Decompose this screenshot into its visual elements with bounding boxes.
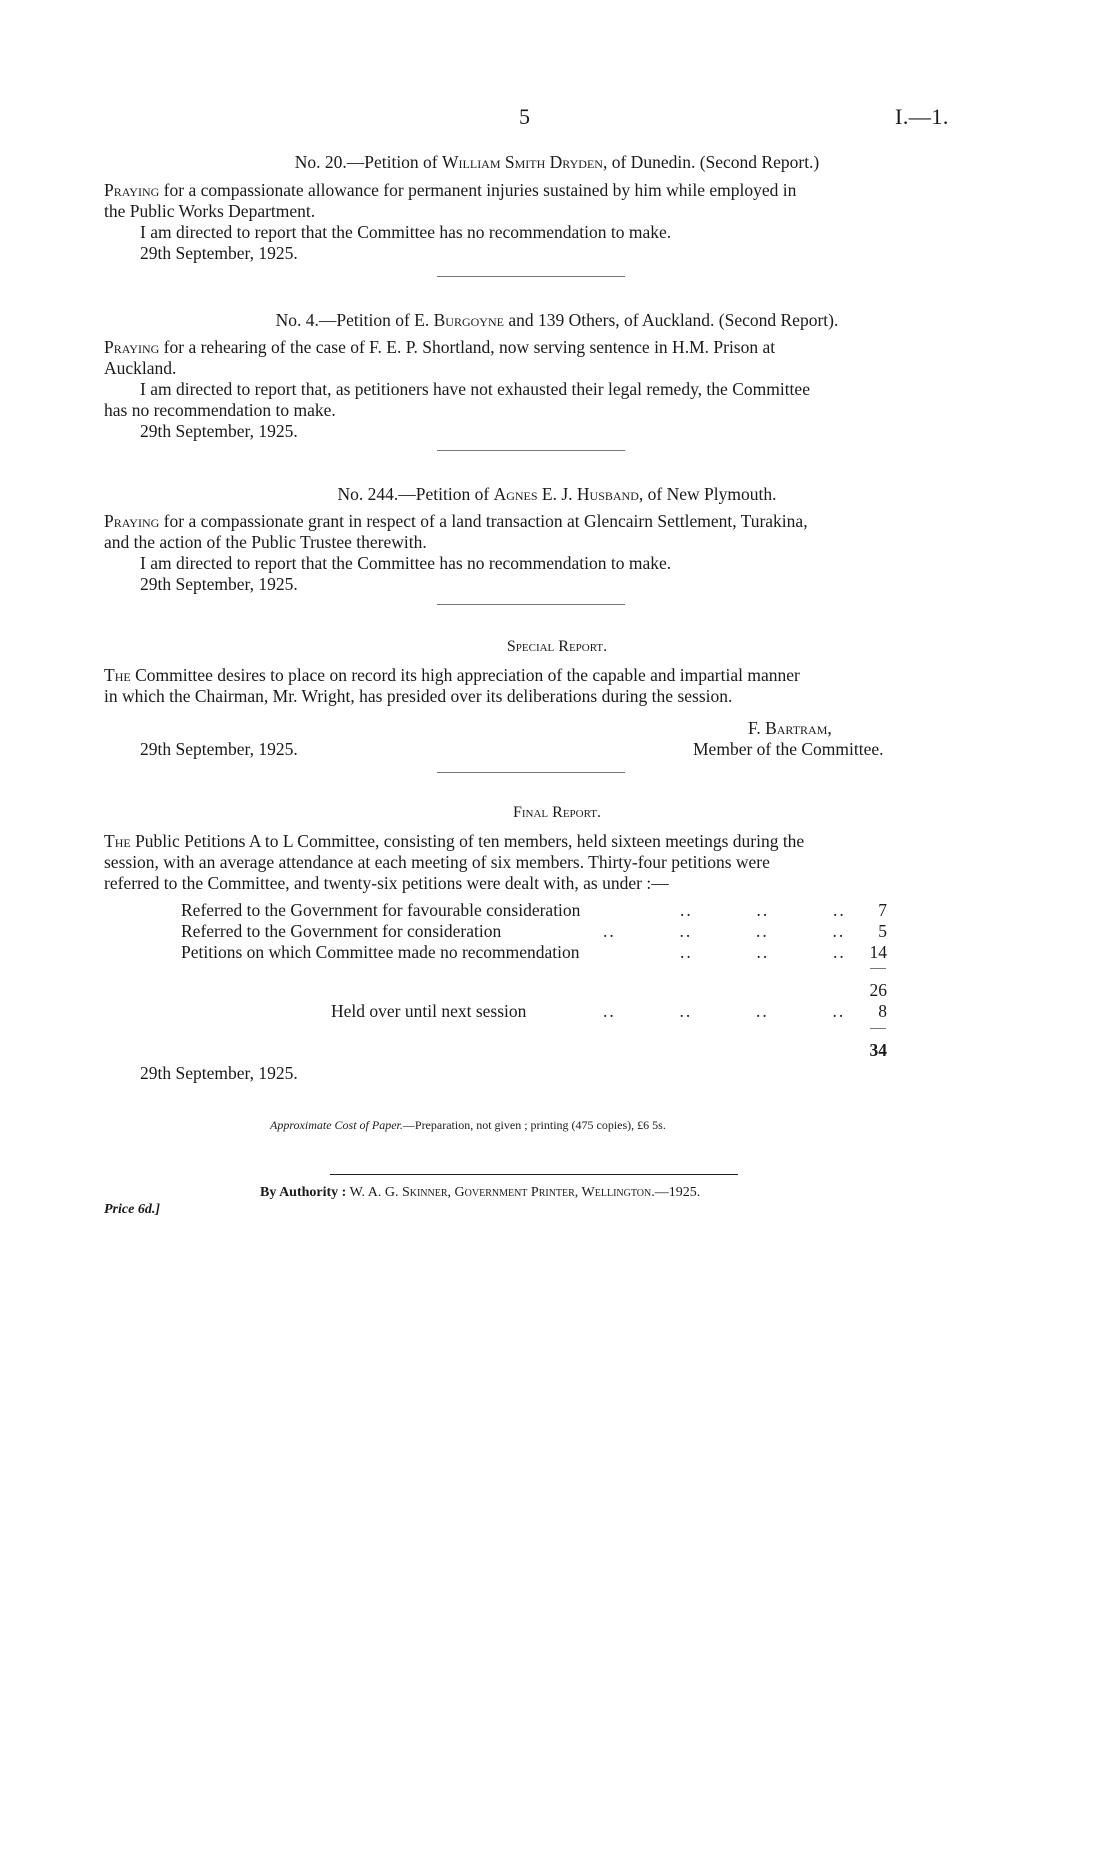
final-report-line-3: referred to the Committee, and twenty-six petitions were dealt with, as under :— [104,873,669,893]
petition-20-title: No. 20.—Petition of William Smith Dryden, of Dunedin. (Second Report.) [294,152,820,172]
final-report-row-consideration-value: 5 [878,921,887,941]
special-report-signatory-role: Member of the Committee. [693,739,884,759]
special-report-line-1: The Committee desires to place on record its high appreciation of the capable and impartial manner [104,665,800,685]
special-report-date: 29th September, 1925. [140,739,298,759]
petition-20-praying-line-2: the Public Works Department. [104,201,316,221]
final-report-row-favourable: Referred to the Government for favourable consideration [181,900,581,920]
section-divider [437,604,625,605]
final-report-line-1: The Public Petitions A to L Committee, consisting of ten members, held sixteen meetings during the [104,831,805,851]
document-reference: I.—1. [895,104,949,129]
final-report-line-2: session, with an average attendance at each meeting of six members. Thirty-four petitions were [104,852,770,872]
petition-244-report: I am directed to report that the Committee has no recommendation to make. [140,553,672,573]
sum-rule [870,968,886,969]
footer-rule [330,1174,738,1175]
final-report-subtotal: 26 [869,980,887,1000]
section-divider [437,772,625,773]
special-report-signatory: F. Bartram, [748,718,832,738]
final-report-row-no-recommendation: Petitions on which Committee made no recommendation [181,942,580,962]
final-report-row-held-over-value: 8 [878,1001,887,1021]
final-report-row-held-over: Held over until next session [331,1001,527,1021]
page-number: 5 [519,104,530,129]
petition-244-praying-line-1: Praying for a compassionate grant in respect of a land transaction at Glencairn Settlement, Turakina, [104,511,808,531]
printer-authority: By Authority : W. A. G. Skinner, Government Printer, Wellington.—1925. [260,1185,701,1200]
petition-244-date: 29th September, 1925. [140,574,298,594]
final-report-heading: Final Report. [512,804,602,821]
petition-4-report-line-1: I am directed to report that, as petitioners have not exhausted their legal remedy, the Committee [140,379,810,399]
petition-4-date: 29th September, 1925. [140,421,298,441]
petition-20-praying-line-1: Praying for a compassionate allowance for permanent injuries sustained by him while employed in [104,180,797,200]
final-report-total: 34 [869,1040,887,1060]
petition-244-praying-line-2: and the action of the Public Trustee therewith. [104,532,427,552]
final-report-row-no-recommendation-value: 14 [869,942,887,962]
petition-4-praying-line-2: Auckland. [104,358,177,378]
final-report-date: 29th September, 1925. [140,1063,298,1083]
petition-4-report-line-2: has no recommendation to make. [104,400,336,420]
leader-dots: .. .. .. .. [603,1001,846,1021]
leader-dots: .. .. .. [680,942,846,962]
final-report-row-consideration: Referred to the Government for consideration [181,921,502,941]
leader-dots: .. .. .. .. [603,921,846,941]
petition-4-praying-line-1: Praying for a rehearing of the case of F. E. P. Shortland, now serving sentence in H.M. Prison at [104,337,776,357]
sum-rule [870,1028,886,1029]
section-divider [437,450,625,451]
price: Price 6d.] [104,1202,160,1217]
leader-dots: .. .. .. [680,900,846,920]
petition-4-title: No. 4.—Petition of E. Burgoyne and 139 Others, of Auckland. (Second Report). [275,310,839,330]
special-report-line-2: in which the Chairman, Mr. Wright, has presided over its deliberations during the session. [104,686,733,706]
final-report-row-favourable-value: 7 [878,900,887,920]
petition-20-date: 29th September, 1925. [140,243,298,263]
petition-244-title: No. 244.—Petition of Agnes E. J. Husband, of New Plymouth. [337,484,777,504]
special-report-heading: Special Report. [506,638,608,655]
approximate-cost: Approximate Cost of Paper.—Preparation, not given ; printing (475 copies), £6 5s. [270,1118,666,1132]
section-divider [437,276,625,277]
petition-20-report: I am directed to report that the Committee has no recommendation to make. [140,222,672,242]
